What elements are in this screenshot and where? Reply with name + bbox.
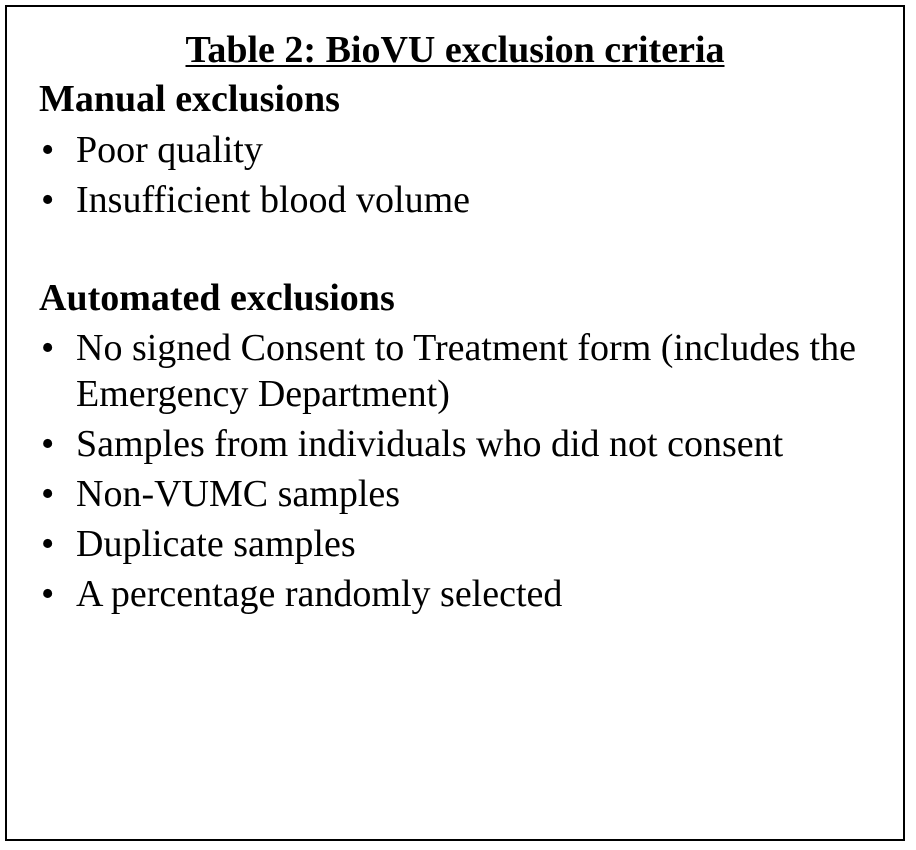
table-title: Table 2: BioVU exclusion criteria: [185, 29, 725, 71]
manual-exclusions-heading: Manual exclusions: [39, 78, 340, 120]
bullet-icon: •: [41, 327, 55, 369]
bullet-icon: •: [41, 423, 55, 465]
list-item-text: Insufficient blood volume: [76, 179, 471, 221]
list-item-text: A percentage randomly selected: [76, 573, 563, 615]
automated-exclusions-heading: Automated exclusions: [39, 277, 395, 319]
list-item: [39, 471, 883, 517]
bullet-icon: •: [41, 473, 55, 515]
list-item: [39, 421, 883, 467]
list-item: [39, 571, 883, 617]
bullet-icon: •: [41, 573, 55, 615]
table-box: [5, 5, 905, 841]
list-item: [39, 325, 883, 417]
list-item: [39, 177, 883, 223]
list-item-text: Non-VUMC samples: [76, 473, 401, 515]
list-item: [39, 127, 883, 173]
manual-exclusions-list: [39, 127, 883, 227]
list-item-text: Poor quality: [76, 129, 263, 171]
bullet-icon: •: [41, 129, 55, 171]
bullet-icon: •: [41, 523, 55, 565]
bullet-icon: •: [41, 179, 55, 221]
list-item-text: Samples from individuals who did not consent: [76, 423, 784, 465]
list-item: [39, 521, 883, 567]
automated-exclusions-list: [39, 325, 883, 621]
list-item-text: Duplicate samples: [76, 523, 356, 565]
list-item-text: No signed Consent to Treatment form (includes the Emergency Department): [76, 327, 856, 415]
